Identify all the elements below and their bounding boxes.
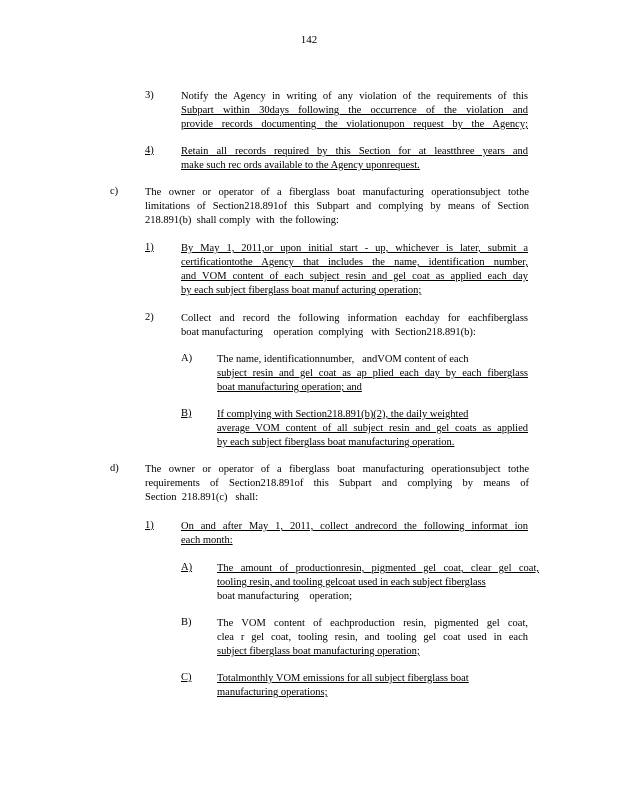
item-marker: c) [110, 186, 119, 197]
text-line: subject fiberglass boat manufacturing operation; [217, 646, 420, 657]
item-text [217, 617, 528, 659]
text-line: limitations of Section218.891of this Subpart and complying by means of Section [145, 201, 529, 212]
item-text [181, 242, 528, 298]
item-text [181, 90, 528, 132]
text-line: The owner or operator of a fiberglass boat manufacturing operationsubject tothe [145, 187, 529, 198]
text-line: Notify the Agency in writing of any violation of the requirements of this [181, 91, 528, 102]
text-line: 218.891(b) shall comply with the following: [145, 215, 339, 226]
item-text [217, 353, 528, 395]
item-text [217, 562, 539, 604]
text-line: Section 218.891(c) shall: [145, 492, 259, 503]
item-text [181, 312, 528, 340]
item-text [217, 408, 528, 450]
text-line: boat manufacturing operation; and [217, 382, 362, 393]
item-marker: B) [181, 617, 192, 628]
item-marker: 2) [145, 312, 154, 323]
item-marker: 3) [145, 90, 154, 101]
item-marker: A) [181, 562, 193, 573]
item-text [145, 463, 529, 505]
item-text [181, 520, 528, 548]
item-text [217, 672, 528, 700]
text-line: by each subject fiberglass boat manufacturing operation. [217, 437, 455, 448]
item-marker: A) [181, 353, 193, 364]
text-line: certificationtothe Agency that includes the name, identification number, [181, 257, 528, 268]
text-line: make such rec ords available to the Agency uponrequest. [181, 160, 420, 171]
text-line: subject resin and gel coat as ap plied each day by each fiberglass [217, 368, 528, 379]
text-line: clea r gel coat, tooling resin, and tooling gel coat used in each [217, 632, 528, 643]
text-line: If complying with Section218.891(b)(2), the daily weighted [217, 409, 469, 420]
text-line: and VOM content of each subject resin and gel coat as applied each day [181, 271, 528, 282]
text-line: The owner or operator of a fiberglass boat manufacturing operationsubject tothe [145, 464, 529, 475]
text-line: Retain all records required by this Section for at leastthree years and [181, 146, 528, 157]
item-marker: 4) [145, 145, 154, 156]
item-text [181, 145, 528, 173]
item-marker: 1) [145, 242, 154, 253]
text-line: Subpart within 30days following the occurrence of the violation and [181, 105, 528, 116]
text-line: The name, identificationnumber, andVOM content of each [217, 354, 469, 365]
text-line: boat manufacturing operation; [217, 591, 352, 602]
text-line: average VOM content of all subject resin and gel coats as applied [217, 423, 528, 434]
text-line: Collect and record the following information eachday for eachfiberglass [181, 313, 528, 324]
text-line: manufacturing operations; [217, 687, 328, 698]
text-line: The VOM content of eachproduction resin, pigmented gel coat, [217, 618, 528, 629]
item-text [145, 186, 529, 228]
text-line: boat manufacturing operation complying with Section218.891(b): [181, 327, 476, 338]
text-line: By May 1, 2011,or upon initial start - up, whichever is later, submit a [181, 243, 528, 254]
text-line: Totalmonthly VOM emissions for all subject fiberglass boat [217, 673, 469, 684]
text-line: The amount of productionresin, pigmented gel coat, clear gel coat, [217, 563, 539, 574]
text-line: by each subject fiberglass boat manuf acturing operation; [181, 285, 422, 296]
text-line: each month: [181, 535, 233, 546]
item-marker: 1) [145, 520, 154, 531]
item-marker: B) [181, 408, 192, 419]
item-marker: C) [181, 672, 192, 683]
text-line: tooling resin, and tooling gelcoat used in each subject fiberglass [217, 577, 486, 588]
text-line: provide records documenting the violationupon request by the Agency; [181, 119, 528, 130]
item-marker: d) [110, 463, 119, 474]
text-line: On and after May 1, 2011, collect andrecord the following informat ion [181, 521, 528, 532]
page-number: 142 [300, 34, 318, 46]
text-line: requirements of Section218.891of this Subpart and complying by means of [145, 478, 529, 489]
